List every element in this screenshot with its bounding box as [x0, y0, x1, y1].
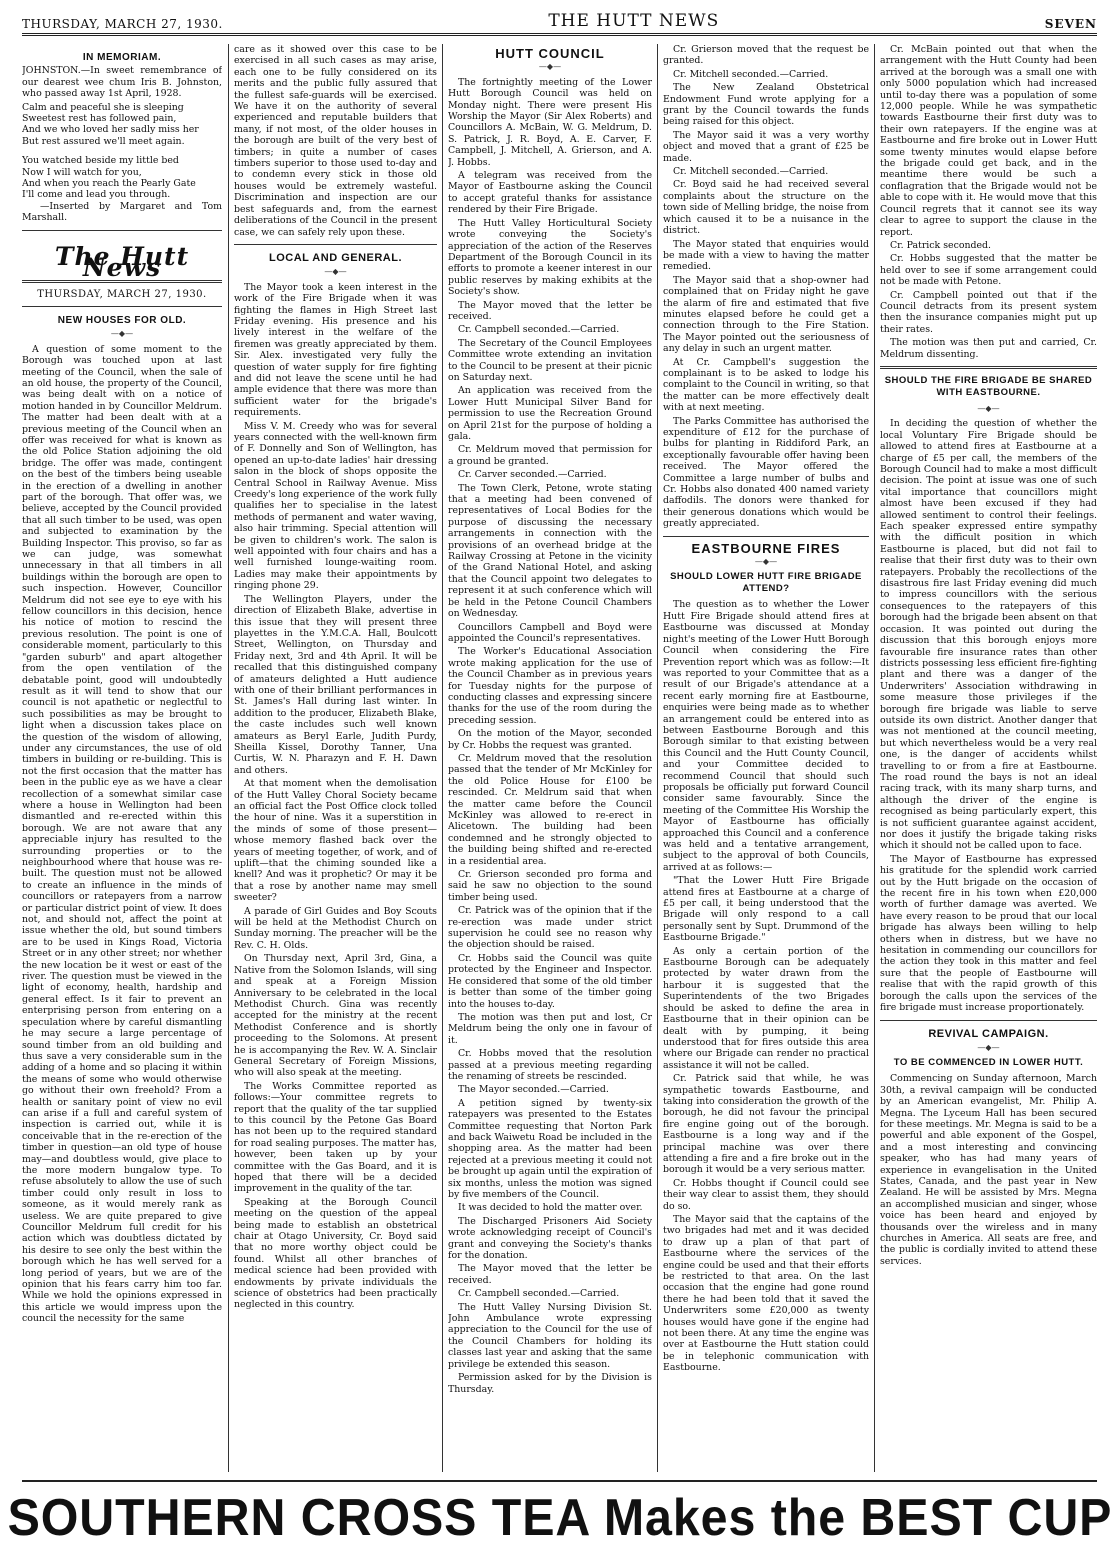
council-paragraph: The Discharged Prisoners Aid Society wrote acknowledging receipt of Council's grant and conveying the Society's thanks for the donation. [448, 1215, 652, 1262]
eastbourne-paragraph: Cr. Patrick said that while, he was sympathetic towards Eastbourne, and taking into consideration the growth of the borough, he did not favour the principal fire engine going out of the borough. Eastbourne is a long way and if the principal machine was over there attending a fire and a fire broke out in the borough it would be a very serious matter. [663, 1073, 869, 1176]
eastbourne-paragraph: Cr. McBain pointed out that when the arrangement with the Hutt County had been arrived at the borough was a small one with only 5000 population which had increased until to-day there was a population of some 12,000 people. While he was sympathetic towards Eastbourne their first duty was to their own ratepayers. If the engine was at Eastbourne and fire broke out in Lower Hutt some twenty minutes would elapse before the brigade could get back, and in the meantime there would be such a conflagration that the Brigade would not be able to cope with it. He would move that this Council regrets that it cannot see its way clear to agree to support the clause in the report. [880, 44, 1097, 238]
council-paragraph: The Town Clerk, Petone, wrote stating that a meeting had been convened of representatives of Local Bodies for the purpose of discussing the necessary arrangements in connection with the provisions of an overhead bridge at the Railway Crossing at Petone in the vicinity of the Grand National Hotel, and asking that the Council appoint two delegates to represent it at such conference which will be held in the Petone Council Chambers on Wednesday. [448, 482, 652, 620]
fire-brigade-heading: SHOULD THE FIRE BRIGADE BE SHARED WITH EASTBOURNE. [884, 374, 1093, 398]
verse-line: But rest assured we'll meet again. [22, 135, 185, 147]
revival-paragraph: Commencing on Sunday afternoon, March 30th, a revival campaign will be conducted by an American evangelist, Mr. Philip A. Megna. The Lyceum Hall has been secured for these meetings. Mr. Megna is said to be a powerful and able exponent of the Gospel, and a most interesting and convincing speaker, who has had many years of experience in evangelisation in the United States, Canada, and the past year in New Zealand. He will be assisted by Mrs. Megna an accomplished musician and singer, whose voice has been heard and enjoyed by thousands over the wireless and in many churches in America. All seats are free, and the public is cordially invited to attend these services. [880, 1073, 1097, 1267]
editorial-paragraph: The Mayor of Eastbourne has expressed his gratitude for the splendid work carried out by the Hutt brigade on the occasion of the recent fire in his town when £20,000 worth of further damage was averted. We have every reason to be proud that our local brigade has always been willing to help others when in distress, but we have no hesitation in commending our councillors for the action they took in this matter and feel sure that the people of Eastbourne will realise that with the rapid growth of this borough the calls upon the services of the fire brigade must increase proportionately. [880, 853, 1097, 1014]
verse-line: And we who loved her sadly miss her [22, 124, 199, 136]
local-paragraph: On Thursday next, April 3rd, Gina, a Native from the Solomon Islands, will sing and speak at a Foreign Mission Anniversary to be celebrated in the local Methodist Church. Gina was recently accepted for the ministry at the recent Methodist Conference and is shortly proceeding to the Solomons. At present he is accompanying the Rev. W. A. Sinclair General Secretary of Foreign Missions, who will also speak at the meeting. [234, 953, 437, 1079]
council-paragraph: Cr. Hobbs said the Council was quite protected by the Engineer and Inspector. He considered that some of the old timber is better than some of the timber going into the houses to-day. [448, 952, 652, 1010]
ornament-divider: —◆— [110, 329, 134, 339]
council-paragraph: The Secretary of the Council Employees Committee wrote extending an invitation to the Council to be present at their picnic on Saturday next. [448, 337, 652, 383]
eastbourne-paragraph: Cr. Patrick seconded. [890, 239, 992, 251]
council-paragraph: Cr. Campbell seconded.—Carried. [458, 324, 620, 336]
council-paragraph: The Mayor moved that the letter be received. [448, 299, 652, 322]
hutt-council-heading: HUTT COUNCIL [495, 46, 605, 61]
revival-subheading: TO BE COMMENCED IN LOWER HUTT. [893, 1057, 1084, 1069]
verse-line: Sweetest rest has followed pain, [22, 113, 177, 125]
council-paragraph: Councillors Campbell and Boyd were appointed the Council's representatives. [448, 621, 652, 644]
header-title: THE HUTT NEWS [548, 11, 720, 31]
local-general-heading: LOCAL AND GENERAL. [268, 251, 403, 264]
divider [880, 1020, 1097, 1021]
council-paragraph: Cr. Hobbs moved that the resolution passed at a previous meeting regarding the renaming of streets be rescinded. [448, 1048, 652, 1082]
divider [22, 230, 222, 231]
council-paragraph: A petition signed by twenty-six ratepayers was presented to the Estates Committee requesting that Norton Park and back Waiwetu Road be included in the shopping area. As the matter had been rejected at a previous meeting it could not be brought up again until the expiration of six months, unless the motion was signed by five members of the Council. [448, 1097, 652, 1200]
eastbourne-paragraph: The question as to whether the Lower Hutt Fire Brigade should attend fires at Eastbourne was discussed at Monday night's meeting of the Lower Hutt Borough Council when considering the Fire Prevention report which was as follow:—It was reported to your Committee that as a result of our Brigade's attendance at a recent early morning fire at Eastbourne, enquiries were being made as to whether an arrangement could be entered into as between Eastbourne Borough and this Borough similar to that existing between this Council and the Hutt County Council, and your Committee decided to recommend Council that should such proposals be officially put forward Council consider same favourably. Since the meeting of the Committee His Worship the Mayor of Eastbourne has officially approached this Council and a conference was held and a tentative arrangement, subject to the approval of both Councils, arrived at as follows:— [663, 599, 869, 873]
masthead-title: The Hutt News [54, 241, 190, 283]
revival-heading: REVIVAL CAMPAIGN. [928, 1027, 1049, 1040]
council-paragraph: The Mayor moved that the letter be received. [448, 1263, 652, 1286]
column-rule [874, 44, 875, 1472]
column-rule [228, 44, 229, 1472]
council-paragraph: The fortnightly meeting of the Lower Hutt Borough Council was held on Monday night. There were present His Worship the Mayor (Sir Alex Roberts) and Councillors A. McBain, W. G. Meldrum, D. S. Patrick, J. R. Boyd, A. E. Carver, F. Campbell, J. Mitchell, A. Grierson, and A. J. Hobbs. [448, 76, 652, 168]
local-paragraph: Speaking at the Borough Council meeting on the question of the appeal being made to establish an obstetrical chair at Otago University, Cr. Boyd said that no more worthy object could be found. Whilst all other branches of medical science had been provided with endowments by private individuals the science of obstetrics had been practically neglected in this country. [234, 1196, 437, 1311]
verse-line: Calm and peaceful she is sleeping [22, 101, 184, 113]
council-paragraph: A telegram was received from the Mayor of Eastbourne asking the Council to accept grateful thanks for assistance rendered by their Fire Brigade. [448, 170, 652, 216]
eastbourne-paragraph: The Mayor said that the captains of the two brigades had met and it was decided to draw up a plan of that part of Eastbourne where the services of the engine could be used and that their efforts be restricted to that area. On the last occasion that the engine had gone round there he had been told that it saved the Underwriters some £20,000 as twenty houses would have gone if the engine had not been there. At any time the engine was over at Eastbourne the Hutt station could be in telephonic communication with Eastbourne. [663, 1214, 869, 1374]
header-date: THURSDAY, MARCH 27, 1930. [22, 17, 223, 31]
column-rule [657, 44, 658, 1472]
council-paragraph: The Mayor stated that enquiries would be made with a view to having the matter remedied. [663, 238, 869, 273]
council-paragraph: The Hutt Valley Horticultural Society wrote conveying the Society's appreciation of the action of the Reserves Department of the Borough Council in its efforts to promote a keener interest in our public reserves by making exhibits at the Society's show. [448, 217, 652, 298]
divider [22, 306, 222, 307]
column-3 [448, 44, 652, 1472]
eastbourne-fires-subheading: SHOULD LOWER HUTT FIRE BRIGADE ATTEND? [670, 571, 862, 595]
column-1 [22, 44, 222, 1472]
council-paragraph: The Mayor said that a shop-owner had complained that on Friday night he gave the alarm of fire and estimated that five minutes elapsed before he could get a connection through to the Fire Station. The Mayor pointed out the seriousness of any delay in such an urgent matter. [663, 274, 869, 355]
ornament-divider: —◆— [324, 267, 347, 277]
new-houses-continued: care as it showed over this case to be exercised in all such cases as may arise, each one to be fully considered on its merits and the public fully assured that the fullest safe-guards will be exercised. We have it on the authority of several experienced and reputable builders that many, if not most, of the older houses in the borough are built of the very best of timbers; in quite a number of cases timbers superior to those used to-day and to condemn every stick in those old houses would be extremely wasteful. Discrimination and inspection are our best safeguards and, from the earnest deliberations of the Council in the present case, we can safely rely upon these. [234, 44, 437, 238]
new-houses-paragraph: A question of some moment to the Borough was touched upon at last meeting of the Council, when the sale of an old house, the property of the Council, was being dealt with on a notice of motion handed in by Councillor Meldrum. The matter had been dealt with at a previous meeting of the Council when an offer was received for what is known as the old Police Station adjoining the old bridge. The offer was made, contingent on the best of the timbers being useable in the erection of a dwelling in another part of the borough. That offer was, we believe, accepted by the Council provided that all such timber to be used, was open and subjected to examination by the Building Inspector. This proviso, so far as we can judge, was somewhat unnecessary in that all timbers in all buildings within the borough are open to such inspection. However, Councillor Meldrum did not see eye to eye with his fellow councillors in this decision, hence his notice of motion to rescind the previous resolution. The point is one of considerable moment, particularly to this "garden suburb" and apart altogether from the open ventilation of the debatable point, good will undoubtedly result as it will tend to show that our council is not apathetic or neglectful to such possibilities as may be brought to light when a discussion takes place on the question of the wisdom of allowing, under any circumstances, the use of old timbers in building or re-building. This is not the first occasion that the matter has been in the public eye as we have a clear recollection of a somewhat similar case where a house in Wellington had been dismantled and re-erected within this borough. We are not aware that any appreciable injury has resulted to the surrounding properties or to the neighbourhood where that house was re-built. The question must not be allowed to create an influence in the minds of councillors or ratepayers from a narrow or particular district point of view. It does not, and should not, affect the point at issue whether the old, but sound timbers are to be used in Kings Road, Victoria Street or in any other street; nor whether the new location be it west or east of the river. The question must be viewed in the light of economy, health, hardship and general effect. Is it fair to prevent an enterprising person from entering on a speculation where by careful dismantling he may secure a large percentage of sound timber from an old building and thus save a very considerable sum in the adding of a home and so placing it within the means of some who would otherwise go without their own freehold? From a health or sanitary point of view no evil can arise if a full and careful system of inspection is carried out, while it is conceivable that in the re-erection of the timber in question—an old type of house may—and doubtless would, give place to the more modern bungalow type. To refuse absolutely to allow the use of such timber could only result in loss to someone, as it would merely rank as useless. We are quite prepared to give Councillor Meldrum full credit for his action which was doubtless dictated by his desire to see only the best within the borough which he has well served for a long period of years, but we are of the opinion that his fears carry him too far. While we hold the opinions expressed in this article we would impress upon the council the necessity for the same [22, 343, 222, 1325]
column-4 [663, 44, 869, 1472]
memoriam-heading: IN MEMORIAM. [82, 52, 162, 63]
ornament-divider: —◆— [977, 1042, 1000, 1052]
local-paragraph: The Mayor took a keen interest in the work of the Fire Brigade when it was fighting the flames in High Street last Friday evening. His presence and his lively interest in the welfare of the firemen was greatly appreciated by them. Sir. Alex. investigated very fully the question of water supply for fire fighting and did not leave the scene until he had ample evidence that there was more than sufficient water for the brigade's requirements. [234, 281, 437, 419]
column-5 [880, 44, 1097, 1472]
memoriam-verse-1 [22, 102, 222, 148]
editorial-paragraph: In deciding the question of whether the local Voluntary Fire Brigade should be allowed to attend fires at Eastbourne at a charge of £5 per call, the members of the Borough Council had to make a most difficult decision. The point at issue was one of such vital importance that councillors might almost have been excused if they had allowed sentiment to control their feelings. Each speaker expressed entire sympathy with the difficult position in which Eastbourne is placed, but did not fail to realise that their first duty was to their own ratepayers. Probably the recollections of the disastrous fire last Friday evening did much to impress councillors with the serious consequences to the ratepayers of this borough had the brigade been absent on that occasion. It was pointed out during the discussion that this borough enjoys more favourable fire insurance rates than other districts possessing less efficient fire-fighting plant and there was a danger of the Underwriters' Association withdrawing in some measure those privileges if the borough fire brigade was liable to serve outside its own district. Another danger that was not mentioned at the council meeting, but which nevertheless would be a very real one, is the danger of accidents whilst travelling to or from a fire at Eastbourne. The road round the bays is not an ideal racing track, with its many sharp turns, and although the driver of the engine is recognised as being particularly expert, this is not sufficient guarantee against accident, nor does it justify the brigade taking risks which it should not be called upon to face. [880, 418, 1097, 852]
council-paragraph: Cr. Meldrum moved that the resolution passed that the tender of Mr McKinley for the old Police House for £100 be rescinded. Cr. Meldrum said that when the matter came before the Council McKinley was allowed to re-erect in Alicetown. The building had been condemned and he strongly objected to the building being shifted and re-erected in a residential area. [448, 752, 652, 867]
local-paragraph: The Works Committee reported as follows:—Your committee regrets to report that the quality of the tar supplied to this council by the Petone Gas Board has not been up to the required standard for road sealing purposes. The matter has, however, been taken up by your committee with the Gas Board, and it is hoped that there will be a decided improvement in the quality of the tar. [234, 1080, 437, 1195]
council-paragraph: Permission asked for by the Division is Thursday. [448, 1372, 652, 1395]
advertisement-banner [7, 1480, 1112, 1554]
header-page-number: SEVEN [1044, 17, 1097, 31]
eastbourne-paragraph: As only a certain portion of the Eastbourne Borough can be adequately protected by water drawn from the harbour it is suggested that the Superintendents of the two Brigades should be asked to define the area in Eastbourne that in their opinion can be dealt with by pumping, it being understood that for fires outside this area where our Brigade can render no practical assistance it will not be called. [663, 945, 869, 1071]
verse-line: Now I will watch for you, [22, 166, 142, 178]
council-paragraph: Cr. Grierson seconded pro forma and said he saw no objection to the sound timber being used. [448, 869, 652, 903]
council-paragraph: The Parks Committee has authorised the expenditure of £12 for the purchase of bulbs for planting in Riddiford Park, an exceptionally favourable offer having been received. The Mayor offered the Committee a large number of bulbs and Cr. Hobbs also donated 400 named variety daffodils. The donors were thanked for their generous donations which would be greatly appreciated. [663, 415, 869, 530]
eastbourne-paragraph: Cr. Campbell pointed out that if the Council detracts from its present system then the insurance companies might put up their rates. [880, 289, 1097, 335]
council-paragraph: The Mayor said it was a very worthy object and moved that a grant of £25 be made. [663, 129, 869, 164]
verse-line: You watched beside my little bed [22, 155, 179, 167]
ornament-divider: —◆— [538, 62, 562, 72]
divider [234, 244, 437, 245]
eastbourne-fires-heading: EASTBOURNE FIRES [691, 540, 841, 556]
local-paragraph: The Wellington Players, under the direction of Elizabeth Blake, advertise in this issue that they will present three playettes in the Y.M.C.A. Hall, Boulcott Street, Wellington, on Thursday and Friday next, 3rd and 4th April. It will be recalled that this distinguished company of amateurs delighted a Hutt audience with one of their brilliant performances in St. James's Hall during last winter. In addition to the producer, Elizabeth Blake, the caste includes such well known amateurs as Beryl Earle, Judith Purdy, Sheilla Kissel, Dorothy Tanner, Una Curtis, W. N. Pharazyn and F. H. Dawn and others. [234, 593, 437, 776]
memoriam-verse-2 [22, 155, 222, 201]
council-paragraph: At Cr. Campbell's suggestion the complainant is to be asked to lodge his complaint to the Council in writing, so that the matter can be more effectively dealt with at next meeting. [663, 356, 869, 414]
column-rule [442, 44, 443, 1472]
local-paragraph: Miss V. M. Creedy who was for several years connected with the well-known firm of F. Donnelly and Son of Wellington, has opened an up-to-date ladies' hair dressing salon in the block of shops opposite the Central School in Railway Avenue. Miss Creedy's long experience of the work fully qualifies her to specialise in the latest methods of permanent and water waving, also hair trimming. Special attention will be given to children's work. The salon is well appointed with four chairs and has a well furnished lounge-waiting room. Ladies may make their appointments by ringing phone 29. [234, 420, 437, 592]
council-paragraph: Cr. Patrick was of the opinion that if the re-erection was made under strict supervision he could see no reason why the objection should be raised. [448, 905, 652, 951]
council-paragraph: Cr. Mitchell seconded.—Carried. [673, 166, 829, 178]
page-header [22, 10, 1097, 36]
council-paragraph: Cr. Grierson moved that the request be granted. [663, 44, 869, 67]
masthead-date: THURSDAY, MARCH 27, 1930. [37, 288, 207, 300]
council-paragraph: The Worker's Educational Association wrote making application for the use of the Council Chamber as in previous years for Tuesday nights for the purpose of conducting classes and expressing sincere thanks for the use of the room during the preceding session. [448, 646, 652, 726]
council-paragraph: The Hutt Valley Nursing Division St. John Ambulance wrote expressing appreciation to the Council for the use of the Council Chambers for holding its classes last year and asking that the same privilege be extended this season. [448, 1301, 652, 1370]
eastbourne-paragraph: Cr. Hobbs suggested that the matter be held over to see if some arrangement could not be made with Petone. [880, 253, 1097, 288]
council-paragraph: Cr. Carver seconded.—Carried. [458, 469, 607, 481]
ornament-divider: —◆— [754, 557, 778, 567]
divider [663, 536, 869, 537]
council-paragraph: The New Zealand Obstetrical Endowment Fund wrote applying for a grant by the Council towards the funds being raised for this object. [663, 82, 869, 128]
local-paragraph: At that moment when the demolisation of the Hutt Valley Choral Society became an official fact the Post Office clock tolled the hour of nine. Was it a superstition in the minds of some of those present—whose memory flashed back over the years of meeting together, of work, and of uplift—that the chiming sounded like a knell? And was it prophetic? Or may it be that a rose by another name may smell sweeter? [234, 778, 437, 904]
council-paragraph: Cr. Campbell seconded.—Carried. [458, 1288, 620, 1300]
council-paragraph: It was decided to hold the matter over. [458, 1202, 643, 1214]
memoriam-signature: —Inserted by Margaret and Tom Marshall. [22, 200, 222, 224]
column-2 [234, 44, 437, 1472]
council-paragraph: An application was received from the Lower Hutt Municipal Silver Band for permission to use the Recreation Ground on April 21st for the purpose of holding a gala. [448, 385, 652, 442]
new-houses-heading: NEW HOUSES FOR OLD. [57, 314, 187, 326]
newspaper-page [7, 10, 1112, 1555]
eastbourne-paragraph: Cr. Hobbs thought if Council could see their way clear to assist them, they should do so. [663, 1177, 869, 1212]
ornament-divider: —◆— [977, 403, 1000, 413]
verse-line: And when you reach the Pearly Gate [22, 178, 196, 190]
council-paragraph: Cr. Mitchell seconded.—Carried. [673, 68, 829, 80]
council-paragraph: The motion was then put and lost, Cr Meldrum being the only one in favour of it. [448, 1011, 652, 1046]
council-paragraph: The Mayor seconded.—Carried. [458, 1084, 609, 1096]
council-paragraph: On the motion of the Mayor, seconded by Cr. Hobbs the request was granted. [448, 728, 652, 751]
verse-line: I'll come and lead you through. [22, 189, 171, 201]
eastbourne-paragraph: "That the Lower Hutt Fire Brigade attend fires at Eastbourne at a charge of £5 per call, it being understood that the Brigade will only respond to a call personally sent by Supt. Drummond of the Eastbourne Brigade." [663, 875, 869, 944]
local-paragraph: A parade of Girl Guides and Boy Scouts will be held at the Methodist Church on Sunday morning. The preacher will be the Rev. C. H. Olds. [234, 905, 437, 951]
advertisement-text: SOUTHERN CROSS TEA Makes the BEST CUP [7, 1489, 1112, 1547]
council-paragraph: Cr. Meldrum moved that permission for a ground be granted. [448, 444, 652, 467]
divider [880, 366, 1097, 369]
council-paragraph: Cr. Boyd said he had received several complaints about the structure on the town side of Melling bridge, the noise from which caused it to be a nuisance in the district. [663, 179, 869, 237]
eastbourne-paragraph: The motion was then put and carried, Cr. Meldrum dissenting. [880, 337, 1097, 360]
memoriam-intro: JOHNSTON.—In sweet remembrance of our dearest wee chum Iris B. Johnston, who passed away 1st April, 1928. [22, 65, 222, 100]
